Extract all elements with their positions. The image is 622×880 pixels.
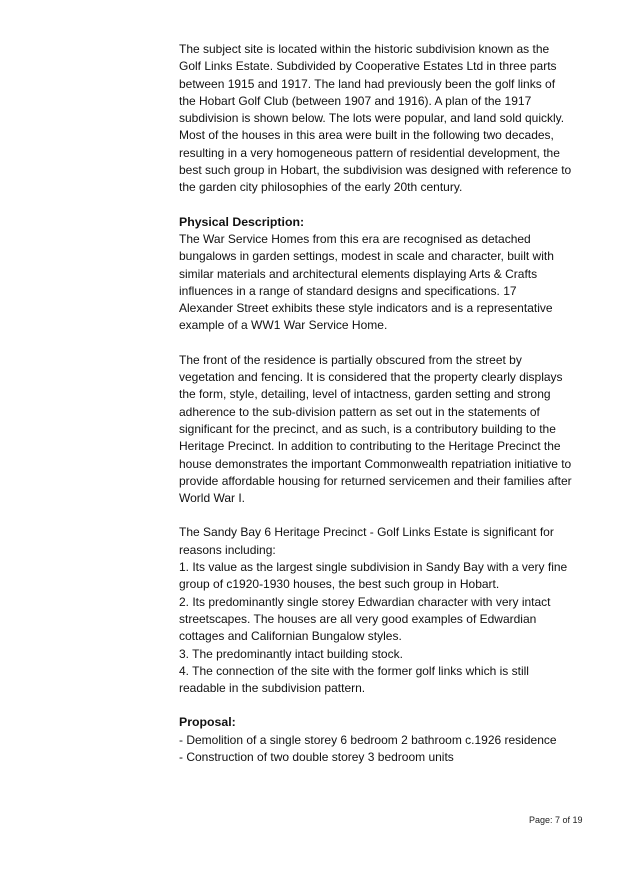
physical-description-heading: Physical Description: xyxy=(179,214,305,229)
residence-paragraph: The front of the residence is partially obscured from the street by vegetation and fencing. It is considered that the property clearly displays the form, style, detailing, level of intactness, garden setting and strong adherence to the sub-division pattern as set out in the statements of significant for the precinct, and as such, is a contributory building to the Heritage Precinct. In addition to contributing to the Heritage Precinct the house demonstrates the important Commonwealth repatriation initiative to provide affordable housing for returned servicemen and their families after World War I. xyxy=(179,352,572,506)
page-number: Page: 7 of 19 xyxy=(529,815,583,825)
document-body xyxy=(179,41,589,766)
list-item: 2. Its predominantly single storey Edwardian character with very intact streetscapes. The houses are all very good examples of Edwardian cottages and Californian Bungalow styles. xyxy=(179,594,551,644)
proposal-heading: Proposal: xyxy=(179,715,236,730)
proposal-item: - Demolition of a single storey 6 bedroom 2 bathroom c.1926 residence xyxy=(179,732,557,747)
list-item: 3. The predominantly intact building stock. xyxy=(179,646,403,661)
precinct-paragraph: The Sandy Bay 6 Heritage Precinct - Golf Links Estate is significant for reasons including: xyxy=(179,525,554,557)
proposal-item: - Construction of two double storey 3 bedroom units xyxy=(179,749,454,764)
intro-paragraph: The subject site is located within the historic subdivision known as the Golf Links Estate. Subdivided by Cooperative Estates Ltd in three parts between 1915 and 1917. The land had previously been the golf links of the Hobart Golf Club (between 1907 and 1916). A plan of the 1917 subdivision is shown below. The lots were popular, and land sold quickly. Most of the houses in this area were built in the following two decades, resulting in a very homogeneous pattern of residential development, the best such group in Hobart, the subdivision was designed with reference to the garden city philosophies of the early 20th century. xyxy=(179,42,572,195)
list-item: 4. The connection of the site with the former golf links which is still readable in the subdivision pattern. xyxy=(179,663,529,696)
physical-description-paragraph: The War Service Homes from this era are recognised as detached bungalows in garden settings, modest in scale and character, built with similar materials and architectural elements displaying Arts & Crafts influences in a range of standard designs and specifications. 17 Alexander Street exhibits these style indicators and is a representative example of a WW1 War Service Home. xyxy=(179,231,554,333)
list-item: 1. Its value as the largest single subdivision in Sandy Bay with a very fine group of c1920-1930 houses, the best such group in Hobart. xyxy=(179,560,568,592)
